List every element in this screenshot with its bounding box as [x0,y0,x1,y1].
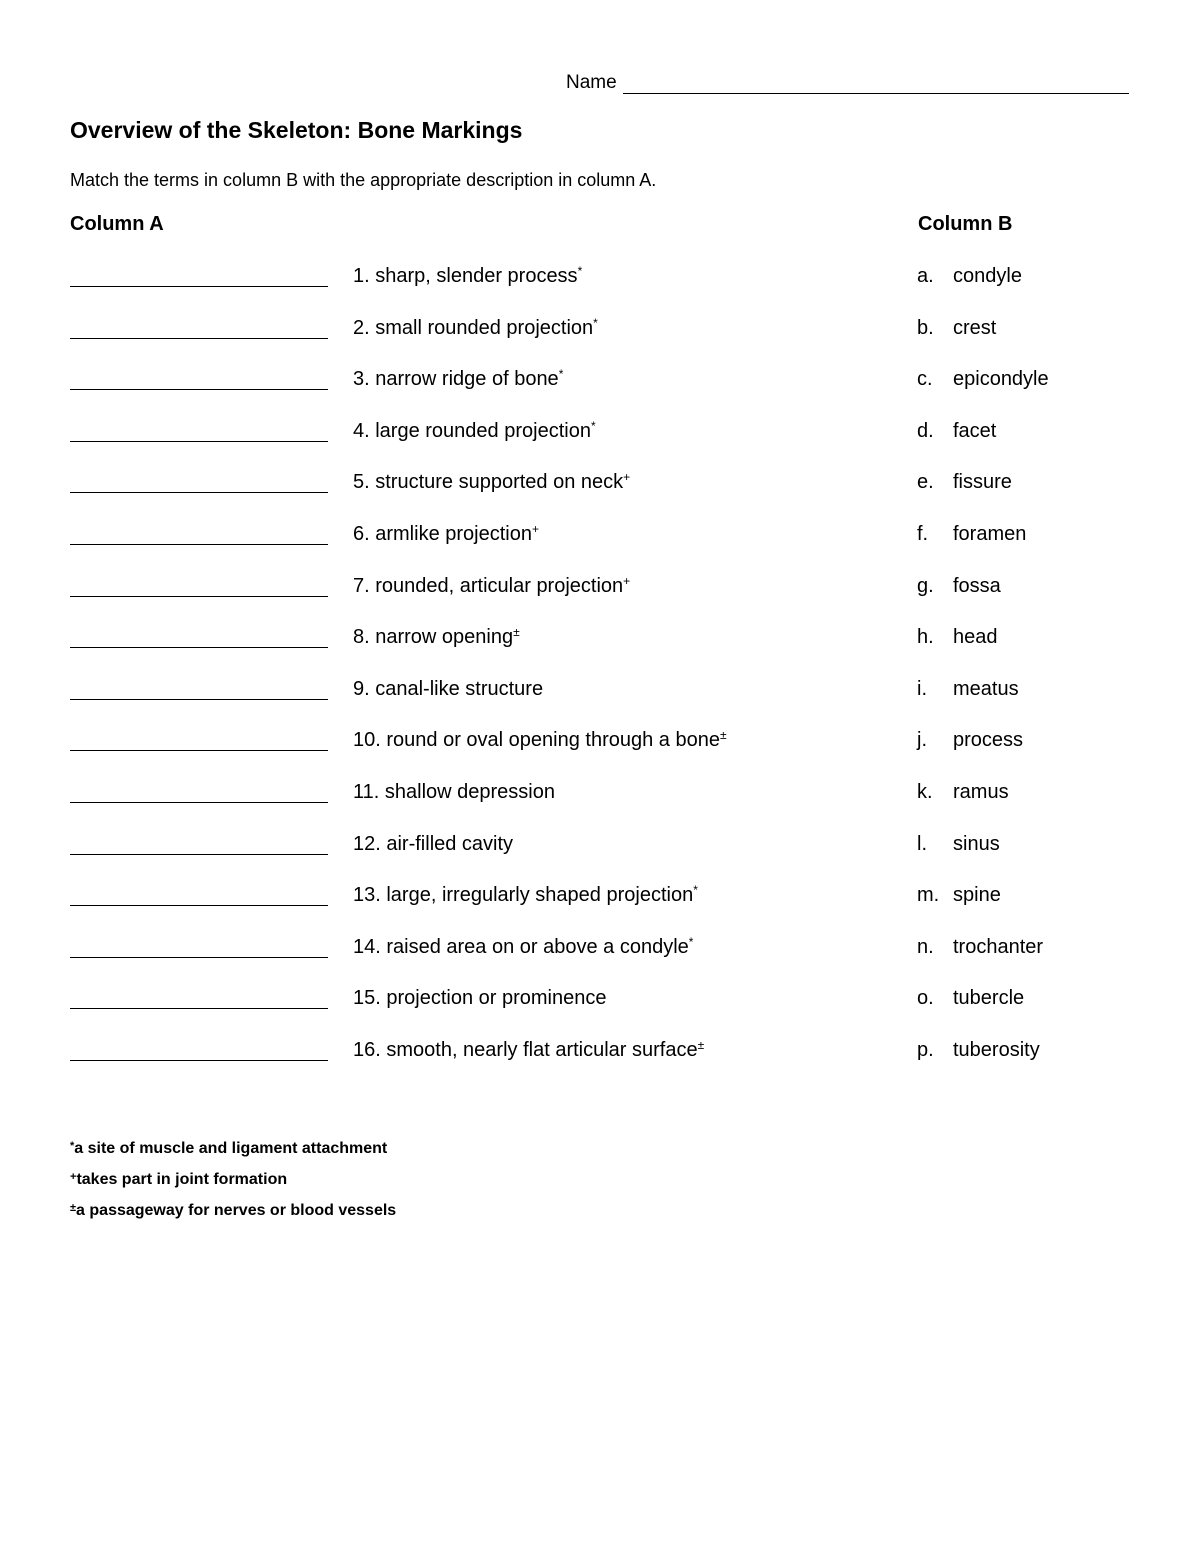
matching-row [0,678,1200,708]
answer-blank[interactable] [70,750,328,751]
description-mark: ± [719,728,727,742]
term: epicondyle [953,368,1049,390]
description-text: 1. sharp, slender process [353,265,578,287]
answer-blank[interactable] [70,647,328,648]
matching-row [0,729,1200,759]
description-mark: * [593,316,598,330]
term: tuberosity [953,1039,1040,1061]
description-text: 12. air-filled cavity [353,833,514,855]
description [353,936,693,959]
term: foramen [953,523,1027,545]
description-mark: * [590,419,596,433]
matching-row [0,523,1200,553]
term-letter: f. [917,523,929,545]
term-letter: k. [917,781,933,803]
description-mark: ± [513,625,520,639]
answer-blank[interactable] [70,544,328,545]
footnote [70,1140,396,1171]
answer-blank[interactable] [70,957,328,958]
footnote-text: takes part in joint formation [76,1171,288,1188]
matching-row [0,781,1200,811]
term: sinus [953,833,1000,855]
description-text: 5. structure supported on neck [353,471,624,493]
matching-row [0,420,1200,450]
description [353,678,543,701]
description-mark: ± [697,1038,705,1052]
description-mark: * [558,367,564,381]
matching-row [0,317,1200,347]
answer-blank[interactable] [70,699,328,700]
answer-blank[interactable] [70,286,328,287]
matching-row [0,368,1200,398]
description-text: 16. smooth, nearly flat articular surface [353,1039,698,1061]
matching-row [0,884,1200,914]
term: facet [953,420,997,442]
answer-blank[interactable] [70,492,328,493]
answer-blank[interactable] [70,905,328,906]
term-letter: h. [917,626,934,648]
answer-blank[interactable] [70,389,328,390]
term-letter: p. [917,1039,934,1061]
matching-row [0,987,1200,1017]
answer-blank[interactable] [70,1008,328,1009]
description [353,368,563,391]
description [353,987,606,1010]
term: crest [953,317,997,339]
description [353,884,698,907]
description [353,575,630,598]
description-text: 15. projection or prominence [353,987,607,1009]
term: meatus [953,678,1019,700]
description [353,729,727,752]
term-letter: g. [917,575,934,597]
term-letter: n. [917,936,934,958]
description [353,317,598,340]
description-mark: * [688,935,694,949]
term-letter: j. [917,729,927,751]
description-text: 4. large rounded projection [353,420,591,442]
term: fissure [953,471,1012,493]
description-text: 13. large, irregularly shaped projection [353,884,694,906]
description [353,781,555,804]
description-text: 3. narrow ridge of bone [353,368,559,390]
description-mark: + [531,522,539,536]
term: ramus [953,781,1009,803]
description [353,265,582,288]
term: head [953,626,998,648]
answer-blank[interactable] [70,854,328,855]
answer-blank[interactable] [70,1060,328,1061]
footnote-mark: ± [70,1202,77,1214]
term-letter: o. [917,987,934,1009]
matching-row [0,265,1200,295]
term-letter: b. [917,317,934,339]
footnote-mark: * [70,1140,75,1152]
term-letter: l. [917,833,927,855]
column-b-heading: Column B [918,213,1013,235]
description [353,626,520,649]
description-text: 7. rounded, articular projection [353,575,624,597]
matching-row [0,626,1200,656]
description [353,1039,704,1062]
description [353,420,596,443]
description-mark: + [623,470,631,484]
footnote-mark: + [70,1171,77,1183]
description-text: 2. small rounded projection [353,317,594,339]
term-letter: c. [917,368,933,390]
description-mark: + [623,574,631,588]
footnote [70,1171,396,1202]
footnote [70,1202,396,1233]
description-mark: * [693,883,698,897]
matching-row [0,936,1200,966]
footnote-text: a site of muscle and ligament attachment [74,1140,388,1157]
description [353,833,513,856]
matching-row [0,833,1200,863]
description-mark: * [577,264,583,278]
answer-blank[interactable] [70,441,328,442]
footnote-text: a passageway for nerves or blood vessels [76,1202,397,1219]
description-text: 11. shallow depression [353,781,555,803]
column-a-heading: Column A [70,213,164,235]
term: tubercle [953,987,1025,1009]
term: condyle [953,265,1022,287]
description-text: 6. armlike projection [353,523,532,545]
answer-blank[interactable] [70,338,328,339]
description [353,523,539,546]
term: process [953,729,1024,751]
description-text: 10. round or oval opening through a bone [353,729,720,751]
matching-row [0,1039,1200,1069]
footnotes [70,1140,396,1233]
answer-blank[interactable] [70,596,328,597]
term: fossa [953,575,1001,597]
matching-row [0,575,1200,605]
term-letter: d. [917,420,934,442]
instructions: Match the terms in column B with the appropriate description in column A. [70,170,657,190]
term: spine [953,884,1001,906]
description-text: 14. raised area on or above a condyle [353,936,689,958]
description-text: 8. narrow opening [353,626,514,648]
term-letter: a. [917,265,934,287]
term-letter: m. [917,884,940,906]
name-blank-line[interactable] [623,73,1129,94]
name-field [566,72,1129,94]
description [353,471,630,494]
name-label: Name [566,72,617,93]
answer-blank[interactable] [70,802,328,803]
page-title: Overview of the Skeleton: Bone Markings [70,117,523,143]
term: trochanter [953,936,1044,958]
description-text: 9. canal-like structure [353,678,544,700]
term-letter: e. [917,471,934,493]
matching-row [0,471,1200,501]
term-letter: i. [917,678,927,700]
